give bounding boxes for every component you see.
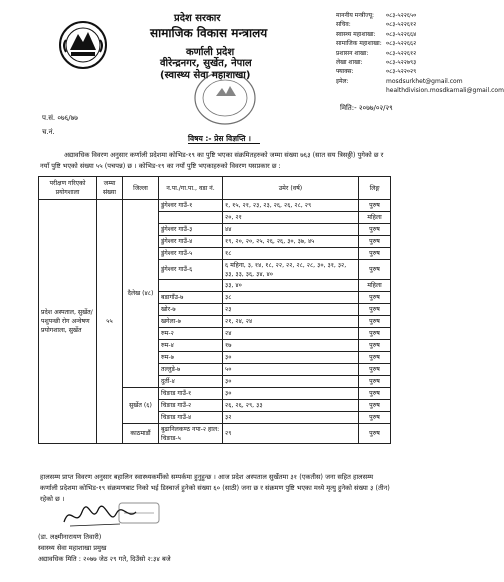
age-cell: ५० xyxy=(223,364,359,376)
sex-cell: महिला xyxy=(359,280,391,292)
district-cell: दैलेख (४८) xyxy=(123,200,159,388)
contact-row: स्वास्थ्य महाशाखा: ०८३-५२२६६४ xyxy=(336,30,417,38)
sex-cell: पुरुष xyxy=(359,200,391,212)
age-cell: १८ xyxy=(223,248,359,260)
sex-cell: पुरुष xyxy=(359,236,391,248)
sex-cell: पुरुष xyxy=(359,292,391,304)
contact-row: healthdivision.mosdkarnali@gmail.com xyxy=(386,87,504,95)
place-cell: बुढानिलकण्ठ नपा-२ हाल: चिङाड-५ xyxy=(159,424,223,444)
place-cell: खोर-७ xyxy=(159,304,223,316)
sex-cell: पुरुष xyxy=(359,248,391,260)
subject-underline xyxy=(188,143,260,144)
age-cell: २१, २४, २४ xyxy=(223,316,359,328)
date-line: मिति:- २०७७/०२/२९ xyxy=(340,104,393,112)
sex-cell: पुरुष xyxy=(359,376,391,388)
age-cell: ४४ xyxy=(223,224,359,236)
place-cell: रुम-२ xyxy=(159,328,223,340)
table-header-cell: लिङ्ग xyxy=(359,177,391,200)
age-cell: ३० xyxy=(223,388,359,400)
age-cell: ३३, ४० xyxy=(223,280,359,292)
sex-cell: पुरुष xyxy=(359,316,391,328)
age-cell: ३८ xyxy=(223,292,359,304)
place-cell: डुंगेश्वर गाउँ-३ xyxy=(159,224,223,236)
place-cell: डुंगेश्वर गाउँ-१ xyxy=(159,200,223,212)
intro-paragraph: अद्यावधिक विवरण अनुसार कर्णाली प्रदेशमा कोभिड-१९ का पुष्टि भएका संक्रमितहरुको जम्मा संख्या ७६३ (सात सय त्रिसठ्ठी) पुगेको छ र नयाँ पुष्टि भएको संख्या ५५ (पचपन्न) छ । कोभिड-१९ का नयाँ पुष्टि भएकाहरुको विवरण यसप्रकार छ : xyxy=(40,151,384,170)
age-cell: २४ xyxy=(223,328,359,340)
age-cell: २९ xyxy=(223,424,359,444)
sex-cell: पुरुष xyxy=(359,364,391,376)
age-cell: १७ xyxy=(223,340,359,352)
district-cell: सुर्खेत (६) xyxy=(123,388,159,424)
age-cell: २६, २६, २९, ३३ xyxy=(223,400,359,412)
place-cell: दुर्ती-४ xyxy=(159,376,223,388)
total-cell: ५५ xyxy=(97,200,123,444)
header-address: वीरेन्द्रनगर, सुर्खेत, नेपाल xyxy=(160,58,252,69)
header-division: (स्वास्थ्य सेवा महाशाखा) xyxy=(160,70,251,81)
age-cell: २०, २१ xyxy=(223,212,359,224)
age-cell: ३० xyxy=(223,352,359,364)
contact-row: सामाजिक महाशाखा: ०८३-५२२६६२ xyxy=(336,40,417,48)
table-header-cell: जिल्ला xyxy=(123,177,159,200)
sex-cell: पुरुष xyxy=(359,328,391,340)
sex-cell: पुरुष xyxy=(359,400,391,412)
contact-row: इमेल: mosdsurkhet@gmail.com xyxy=(336,77,463,85)
cases-table xyxy=(38,176,391,444)
table-header-cell: उमेर (वर्ष) xyxy=(223,177,359,200)
sex-cell: पुरुष xyxy=(359,412,391,424)
sex-cell: पुरुष xyxy=(359,352,391,364)
place-cell: चिङाड गाउँ-४ xyxy=(159,412,223,424)
sex-cell: महिला xyxy=(359,212,391,224)
header-line1: प्रदेश सरकार xyxy=(174,13,221,24)
place-cell xyxy=(159,280,223,292)
place-cell xyxy=(159,212,223,224)
sex-cell: पुरुष xyxy=(359,424,391,444)
place-cell: तल्लुडे-७ xyxy=(159,364,223,376)
place-cell: डुंगेश्वर गाउँ-६ xyxy=(159,260,223,280)
table-header-cell: जम्मा संख्या xyxy=(97,177,123,200)
subject-line: विषय :- प्रेस विज्ञप्ति । xyxy=(188,134,251,143)
place-cell: रुम-४ xyxy=(159,340,223,352)
header-province: कर्णाली प्रदेश xyxy=(186,47,235,58)
place-cell: बडागाँउ-७ xyxy=(159,292,223,304)
sex-cell: पुरुष xyxy=(359,340,391,352)
signatory-name: (डा. लक्ष्मीनारायण तिवारी) xyxy=(38,533,102,541)
contact-row: सचिव: ०८३-५२२६१२ xyxy=(336,21,417,29)
district-cell: काठमाडौं xyxy=(123,424,159,444)
place-cell: चिङाड गाउँ-२ xyxy=(159,400,223,412)
updated-timestamp: अद्यावधिक मिति : २०७७ जेठ २९ गते, दिउँसो २:३४ बजे xyxy=(38,555,171,563)
place-cell: डुंगेश्वर गाउँ-४ xyxy=(159,236,223,248)
sex-cell: पुरुष xyxy=(359,388,391,400)
table-header-row xyxy=(39,177,391,200)
nepal-emblem-icon xyxy=(58,20,108,70)
age-cell: २३ xyxy=(223,304,359,316)
sex-cell: पुरुष xyxy=(359,260,391,280)
contact-row: प्रशासन शाखा: ०८३-५२२६१२ xyxy=(336,49,417,57)
age-cell: १९, २०, २०, २५, २६, २६, ३०, ३७, ४५ xyxy=(223,236,359,248)
age-cell: ६ महिना, ३, १४, १८, २२, २२, २८, २८, ३०, ३१, ३२, ३३, ३३, ३६, ३४, ४० xyxy=(223,260,359,280)
table-header-cell: परीक्षण गरिएको प्रयोगशाला xyxy=(39,177,97,200)
contact-list xyxy=(336,11,504,96)
age-cell: १, १५, २१, २३, २३, २६, २६, २८, २९ xyxy=(223,200,359,212)
sex-cell: पुरुष xyxy=(359,304,391,316)
age-cell: ३२ xyxy=(223,412,359,424)
office-stamp xyxy=(118,502,160,524)
place-cell: चिङाड गाउँ-१ xyxy=(159,388,223,400)
lab-cell: प्रदेश अस्पताल, सुर्खेत/ पशुपन्छी रोग अन्वेषण प्रयोगशाला, सुर्खेत xyxy=(39,200,97,444)
signatory-title: स्वास्थ्य सेवा महाशाखा प्रमुख xyxy=(38,544,107,552)
reference-number: प.सं. ०७६/७७ xyxy=(42,114,78,122)
age-cell: ३० xyxy=(223,376,359,388)
place-cell: रुम-७ xyxy=(159,352,223,364)
summary-paragraph: हालसम्म प्राप्त विवरण अनुसार बहालिन स्वास्थ्यकर्मीको सम्पर्कमा हुनुहुन्छ । आज प्रदेश अस्पताल सुर्खेतमा ३१ (एकतीस) जना सहित हालसम्म कर्णाली प्रदेशमा कोभिड-१९ संक्रमणबाट निको भई डिस्चार्ज हुनेको संख्या ६० (साठी) जना छ र संक्रमण पुष्टि भएका मध्ये मृत्यु हुनेको संख्या ३ (तीन) रहेको छ । xyxy=(40,473,390,503)
dispatch-number: च.नं. xyxy=(42,128,55,136)
header-ministry: सामाजिक विकास मन्त्रालय xyxy=(150,26,268,40)
sex-cell: पुरुष xyxy=(359,224,391,236)
official-seal-stamp xyxy=(186,66,264,130)
contact-row: लेखा शाखा: ०८३-५२२७९३ xyxy=(336,59,417,67)
place-cell: डुंगेश्वर गाउँ-५ xyxy=(159,248,223,260)
contact-row: फ्याक्स: ०८३-५२२०२९ xyxy=(336,68,417,76)
table-header-cell: न.पा./गा.पा., वडा नं. xyxy=(159,177,223,200)
place-cell: खगेला-७ xyxy=(159,316,223,328)
contact-row: माननीय मन्त्रीज्यू: ०८३-५२२६५० xyxy=(336,12,417,19)
table-row xyxy=(39,200,391,212)
